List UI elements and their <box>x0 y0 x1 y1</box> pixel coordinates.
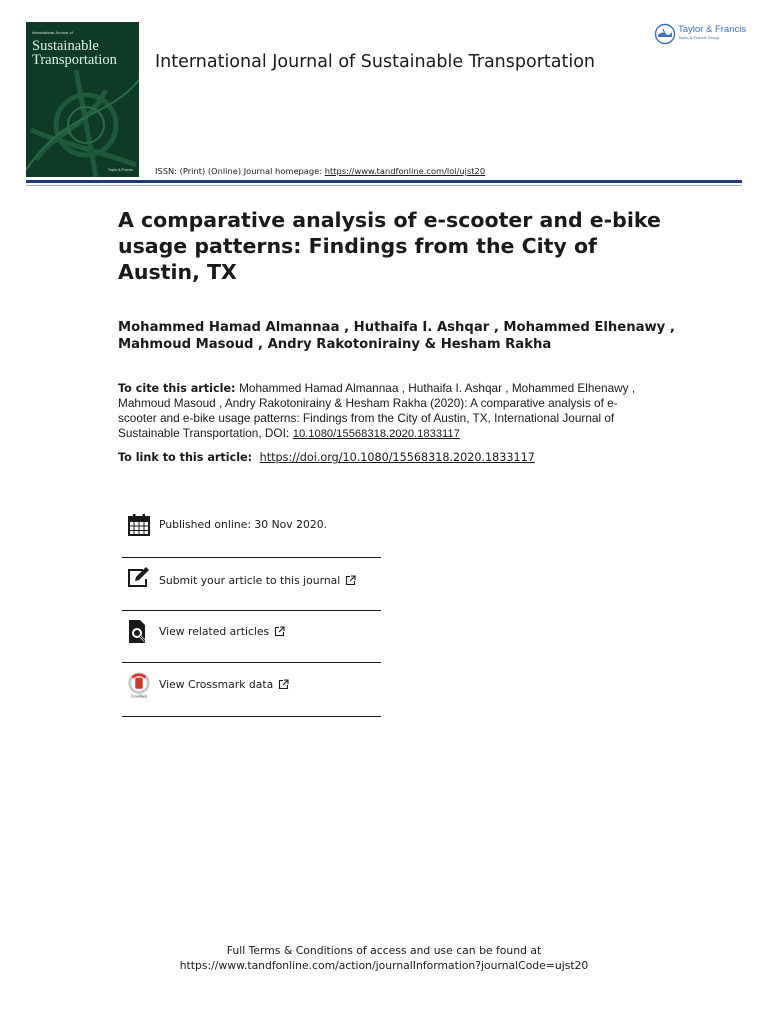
related-articles-row[interactable] <box>122 619 381 659</box>
submit-article-row[interactable] <box>122 566 381 606</box>
cover-publisher-badge: Taylor & Francis <box>107 168 133 172</box>
external-link-icon <box>278 679 289 690</box>
crossmark-icon <box>126 672 152 698</box>
calendar-icon <box>126 512 152 538</box>
doi-url-link[interactable]: https://doi.org/10.1080/15568318.2020.1833117 <box>259 451 535 464</box>
published-date: Published online: 30 Nov 2020. <box>159 518 328 531</box>
header-rule <box>26 180 742 183</box>
crossmark-icon-text: CrossMark <box>130 694 148 698</box>
link-label: To link to this article: <box>118 451 253 464</box>
external-link-icon <box>274 626 285 637</box>
cover-title: Sustainable Transportation <box>32 38 117 68</box>
terms-url[interactable]: https://www.tandfonline.com/action/journalInformation?journalCode=ujst20 <box>179 959 589 972</box>
cover-small-label: International Journal of <box>32 30 73 35</box>
citation-block <box>118 381 648 442</box>
crossmark-link[interactable] <box>159 678 289 691</box>
journal-cover <box>26 22 139 177</box>
info-divider <box>122 662 381 663</box>
crossmark-label: View Crossmark data <box>159 678 274 691</box>
info-divider <box>122 557 381 558</box>
article-title: A comparative analysis of e-scooter and e-bike usage patterns: Findings from the City of Austin, TX <box>118 208 661 284</box>
submit-article-label: Submit your article to this journal <box>159 574 341 587</box>
journal-homepage-link[interactable]: https://www.tandfonline.com/loi/ujst20 <box>324 166 486 176</box>
doi-link[interactable]: 10.1080/15568318.2020.1833117 <box>292 428 460 440</box>
taylor-francis-logo-icon <box>654 23 676 45</box>
article-authors: Mohammed Hamad Almannaa , Huthaifa I. Ashqar , Mohammed Elhenawy , Mahmoud Masoud , Andry Rakotonirainy & Hesham Rakha <box>118 320 675 352</box>
issn-line <box>155 166 485 176</box>
cover-road-art-icon <box>26 70 139 177</box>
cite-text: Mohammed Hamad Almannaa , Huthaifa I. Ashqar , Mohammed Elhenawy , Mahmoud Masoud , Andry Rakotonirainy & Hesham Rakha (2020): A comparative analysis of e-scooter and e-bike usage patterns: Findings from the City of Austin, TX, International Journal of Sustainable Transportation, DOI: <box>118 381 636 440</box>
article-link-line <box>118 451 535 464</box>
terms-line: Full Terms & Conditions of access and use can be found at <box>226 944 542 957</box>
issn-label: ISSN: (Print) (Online) Journal homepage: <box>155 166 323 176</box>
external-link-icon <box>345 575 356 586</box>
terms-footer <box>0 943 768 973</box>
journal-title: International Journal of Sustainable Transportation <box>155 52 596 72</box>
info-divider <box>122 716 381 717</box>
header-rule-thin <box>26 185 742 186</box>
published-online-row <box>122 512 381 552</box>
publisher-logo[interactable] <box>654 22 746 46</box>
related-articles-link[interactable] <box>159 625 285 638</box>
publisher-name: Taylor & Francis <box>678 24 747 35</box>
cite-label: To cite this article: <box>118 382 236 395</box>
related-articles-label: View related articles <box>159 625 270 638</box>
edit-note-icon <box>126 566 152 592</box>
document-search-icon <box>126 619 152 645</box>
info-divider <box>122 610 381 611</box>
publisher-sub: Taylor & Francis Group <box>678 35 719 40</box>
crossmark-row[interactable] <box>122 672 381 712</box>
submit-article-link[interactable] <box>159 574 356 587</box>
